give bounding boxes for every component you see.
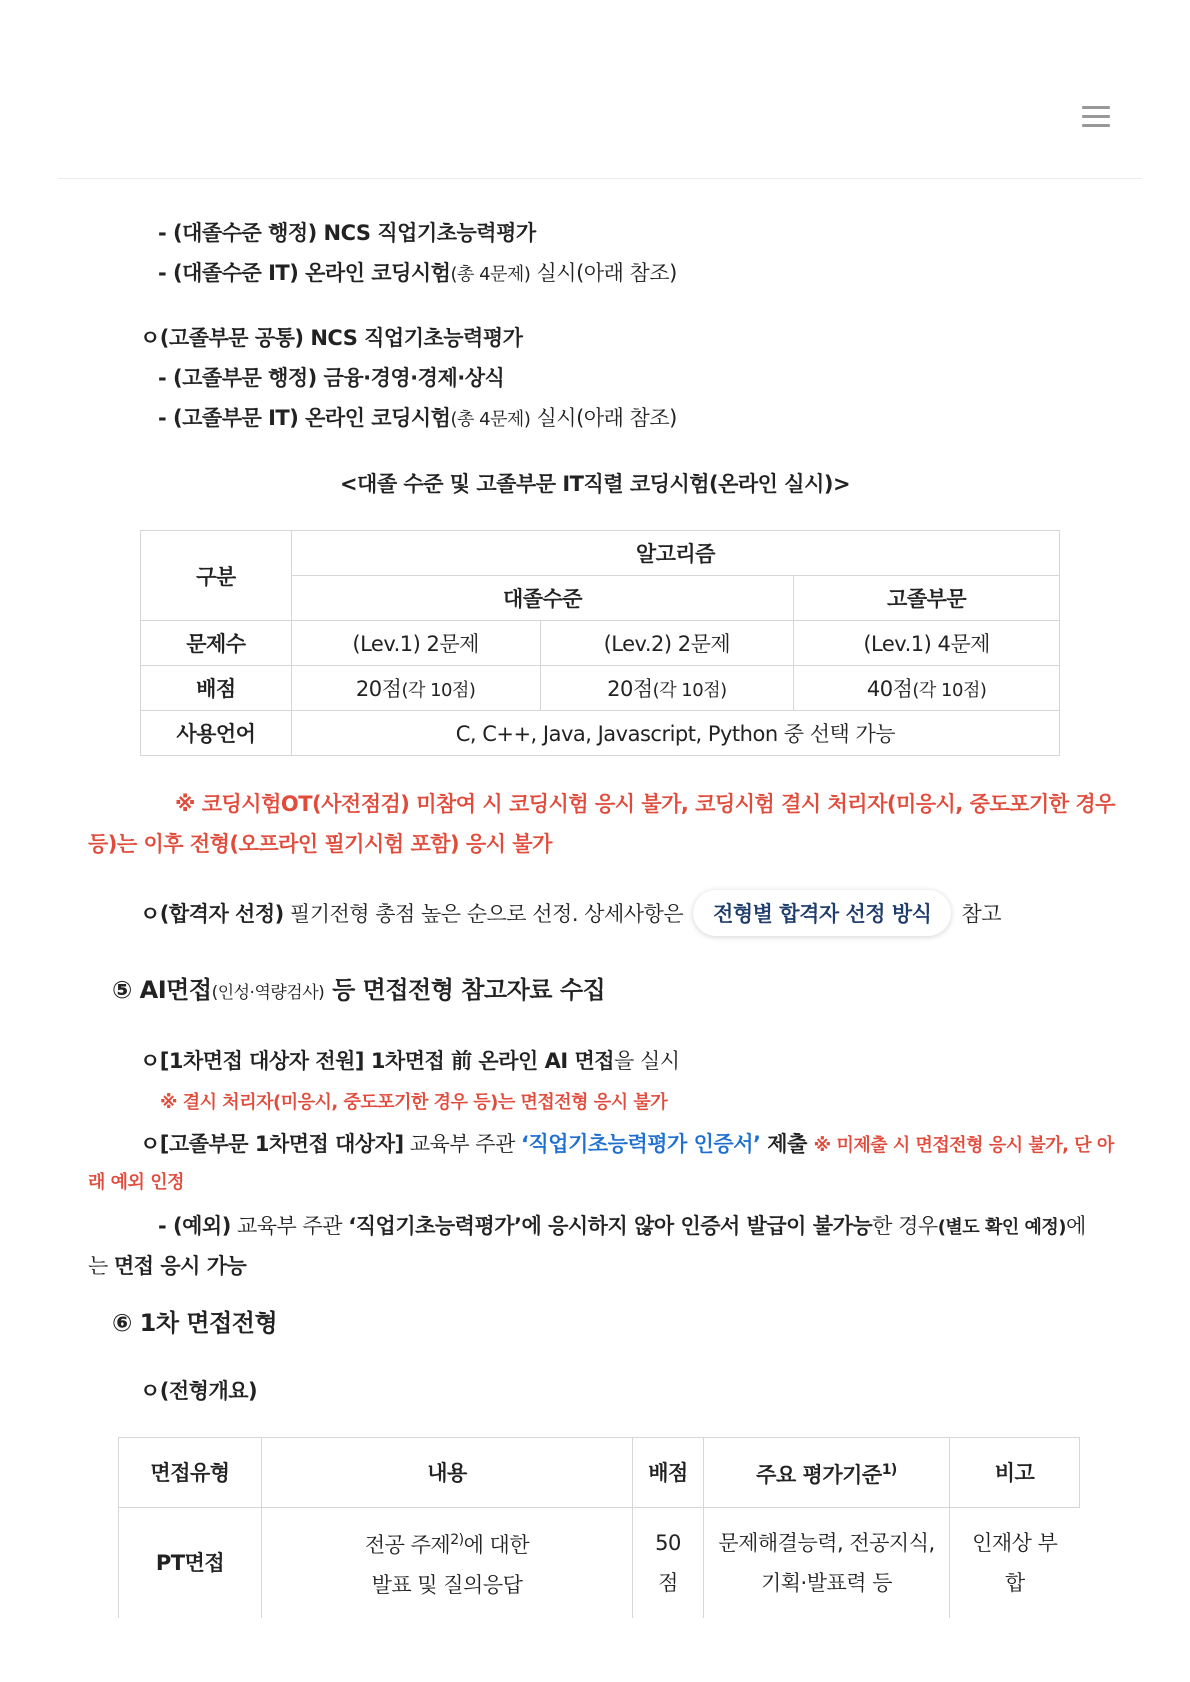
header-univ: 대졸수준 [291, 576, 793, 621]
header-note: 비고 [950, 1438, 1080, 1508]
coding-notice-line2: 등)는 이후 전형(오프라인 필기시험 포함) 응시 불가 [88, 832, 552, 856]
coding-test-table [140, 530, 1060, 756]
table-row: PT면접 전공 주제$^{2)}$에 대한 발표 및 질의응답 50 점 문제해결능력, 전공지식, 기획·발표력 등 인재상 부 합 [119, 1508, 1080, 1618]
table-row: 문제수 (Lev.1) 2문제 (Lev.2) 2문제 (Lev.1) 4문제 [141, 621, 1060, 666]
header-criteria: 주요 평가기준$^{1)}$ [704, 1438, 950, 1508]
table-caption: <대졸 수준 및 고졸부문 IT직렬 코딩시험(온라인 실시)> [339, 472, 851, 496]
section-heading-5: ⑤ AI면접(인성·역량검사) 등 면접전형 참고자료 수집 [112, 976, 606, 1004]
high-cert-line: ㅇ[고졸부문 1차면접 대상자] 교육부 주관 ‘직업기초능력평가 인증서’ 제출 ※ 미제출 시 면접전형 응시 불가, 단 아 [140, 1132, 1114, 1156]
item-high-common: ㅇ(고졸부문 공통) NCS 직업기초능력평가 [140, 326, 523, 350]
item-high-admin: - (고졸부문 행정) 금융·경영·경제·상식 [158, 366, 505, 390]
header-high: 고졸부문 [794, 576, 1060, 621]
item-high-it: - (고졸부문 IT) 온라인 코딩시험(총 4문제) 실시(아래 참조) [158, 406, 677, 430]
overview-label: ㅇ(전형개요) [140, 1379, 258, 1403]
item-univ-admin: - (대졸수준 행정) NCS 직업기초능력평가 [158, 221, 536, 245]
header-score: 배점 [633, 1438, 704, 1508]
header-divider [58, 178, 1142, 179]
exception-line-cont: 는 면접 응시 가능 [88, 1254, 247, 1278]
table-row: 사용언어 C, C++, Java, Javascript, Python 중 선택 가능 [141, 711, 1060, 756]
header-algorithm: 알고리즘 [291, 531, 1059, 576]
coding-notice-line1: ※ 코딩시험OT(사전점검) 미참여 시 코딩시험 응시 불가, 코딩시험 결시 처리자(미응시, 중도포기한 경우 [175, 792, 1115, 816]
pass-select-line: ㅇ(합격자 선정) 필기전형 총점 높은 순으로 선정. 상세사항은 전형별 합격자 선정 방식 참고 [140, 890, 1001, 936]
interview-table [118, 1437, 1080, 1618]
item-univ-it: - (대졸수준 IT) 온라인 코딩시험(총 4문제) 실시(아래 참조) [158, 261, 677, 285]
table-row: 배점 20점(각 10점) 20점(각 10점) 40점(각 10점) [141, 666, 1060, 711]
pass-method-button[interactable]: 전형별 합격자 선정 방식 [693, 890, 951, 936]
high-cert-note-cont: 래 예외 인정 [88, 1172, 184, 1193]
section-heading-6: ⑥ 1차 면접전형 [112, 1309, 278, 1337]
ai-absence-note: ※ 결시 처리자(미응시, 중도포기한 경우 등)는 면접전형 응시 불가 [160, 1092, 668, 1113]
ai-interview-line: ㅇ[1차면접 대상자 전원] 1차면접 前 온라인 AI 면접을 실시 [140, 1049, 680, 1073]
header-category: 구분 [141, 531, 292, 621]
header-content: 내용 [262, 1438, 633, 1508]
hamburger-menu-icon[interactable] [1082, 106, 1110, 128]
header-type: 면접유형 [119, 1438, 262, 1508]
exception-line: - (예외) 교육부 주관 ‘직업기초능력평가’에 응시하지 않아 인증서 발급이 불가능한 경우(별도 확인 예정)에 [158, 1214, 1086, 1238]
